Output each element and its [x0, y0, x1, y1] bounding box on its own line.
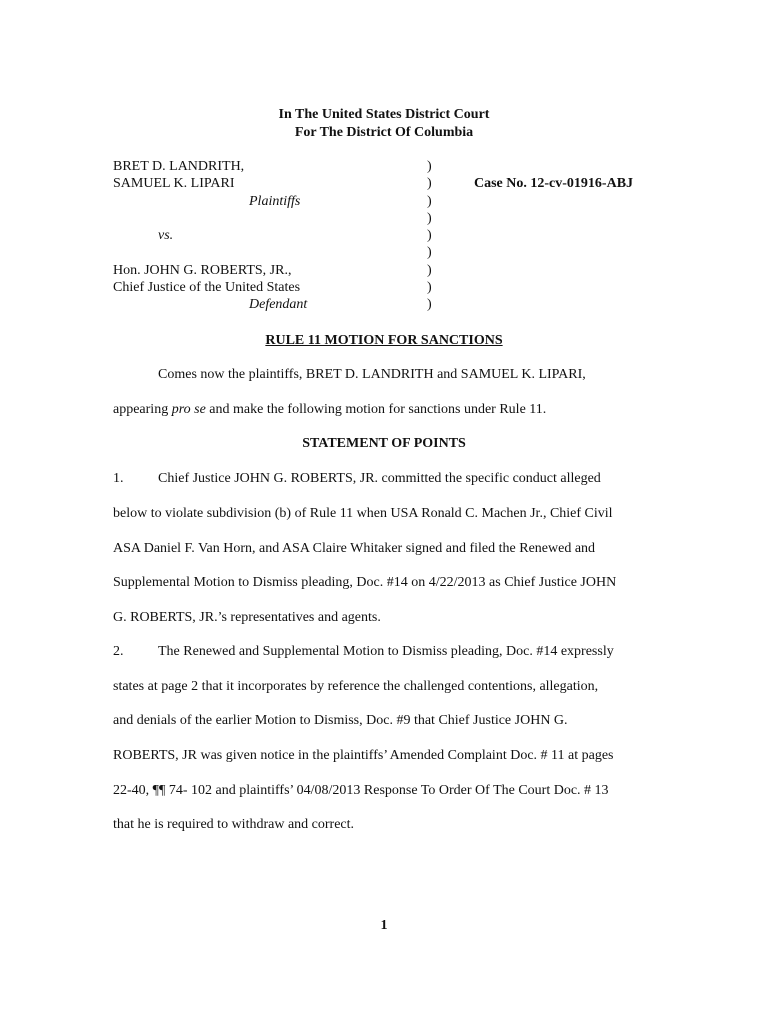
section-heading: STATEMENT OF POINTS	[302, 436, 466, 451]
point-line: G. ROBERTS, JR.’s representatives and agents.	[113, 610, 381, 625]
plaintiff-2: SAMUEL K. LIPARI	[113, 176, 235, 192]
court-district: For The District Of Columbia	[294, 125, 474, 140]
point-line: Chief Justice JOHN G. ROBERTS, JR. committed the specific conduct alleged	[158, 471, 601, 486]
paren: )	[427, 297, 432, 313]
paren: )	[427, 159, 432, 174]
paren: )	[427, 228, 432, 244]
paren: )	[427, 262, 432, 278]
document-title-text: RULE 11 MOTION FOR SANCTIONS	[265, 333, 503, 348]
intro-line-1: Comes now the plaintiffs, BRET D. LANDRITH and SAMUEL K. LIPARI,	[158, 367, 586, 382]
point-line: 22-40, ¶¶ 74- 102 and plaintiffs’ 04/08/2013 Response To Order Of The Court Doc. # 13	[113, 783, 609, 798]
court-name: In The United States District Court	[278, 107, 490, 122]
intro-text: appearing	[113, 402, 172, 417]
document-title	[0, 333, 768, 349]
defendant-role: Defendant	[249, 297, 308, 313]
intro-text: and make the following motion for sanctions under Rule 11.	[205, 402, 547, 417]
point-line: states at page 2 that it incorporates by reference the challenged contentions, allegation,	[113, 679, 599, 694]
point-line: The Renewed and Supplemental Motion to Dismiss pleading, Doc. #14 expressly	[158, 644, 614, 659]
point-line: that he is required to withdraw and correct.	[113, 817, 355, 832]
point-line: below to violate subdivision (b) of Rule 11 when USA Ronald C. Machen Jr., Chief Civil	[113, 506, 613, 521]
paren: )	[427, 280, 432, 296]
paren: )	[427, 210, 432, 226]
caption-blank-1	[113, 210, 413, 227]
paren: )	[427, 176, 432, 192]
case-number: Case No. 12-cv-01916-ABJ	[474, 176, 634, 191]
point-line: ROBERTS, JR was given notice in the plaintiffs’ Amended Complaint Doc. # 11 at pages	[113, 748, 614, 763]
intro-line-2	[113, 402, 653, 418]
paren: )	[427, 245, 432, 261]
page-number: 1	[380, 918, 388, 933]
point-number: 2.	[113, 644, 124, 659]
caption-blank-2	[113, 244, 413, 261]
defendant-name: Hon. JOHN G. ROBERTS, JR.,	[113, 262, 292, 278]
point-number: 1.	[113, 471, 124, 486]
caption-parentheses	[427, 158, 437, 314]
point-line: and denials of the earlier Motion to Dismiss, Doc. #9 that Chief Justice JOHN G.	[113, 713, 568, 728]
intro-pro-se: pro se	[171, 402, 206, 417]
versus: vs.	[158, 228, 174, 244]
plaintiffs-role: Plaintiffs	[249, 193, 301, 209]
point-line: ASA Daniel F. Van Horn, and ASA Claire Whitaker signed and filed the Renewed and	[113, 541, 596, 556]
plaintiff-1: BRET D. LANDRITH,	[113, 159, 245, 174]
point-line: Supplemental Motion to Dismiss pleading, Doc. #14 on 4/22/2013 as Chief Justice JOHN	[113, 575, 617, 590]
case-caption-parties	[113, 158, 413, 314]
paren: )	[427, 193, 432, 209]
defendant-title: Chief Justice of the United States	[113, 280, 301, 296]
